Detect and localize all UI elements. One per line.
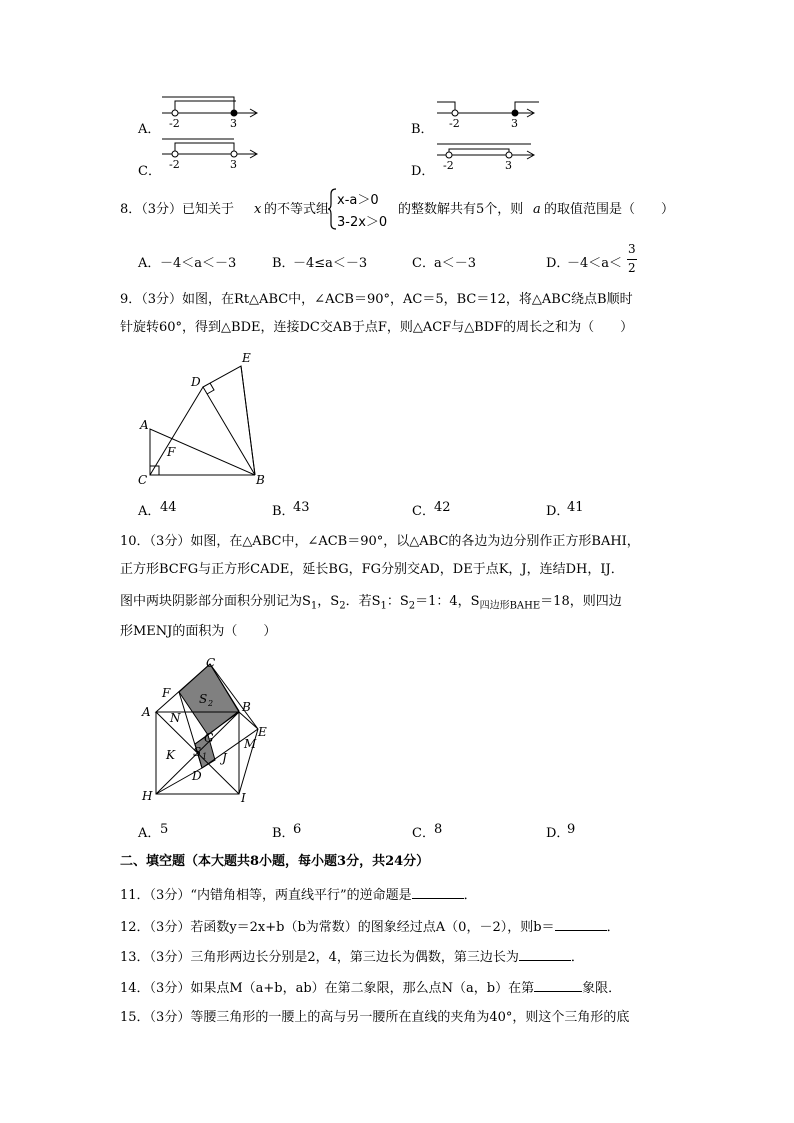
q10-label-s1-sub: 1 [202, 752, 208, 761]
q9-line-2: 针旋转60°，得到△BDE，连接DC交AB于点F，则△ACF与△BDF的周长之和为（ ） [120, 320, 634, 335]
q10-option-b-text: 6 [293, 822, 302, 837]
fill-question-12: 12．（3分）若函数y＝2x+b（b为常数）的图象经过点A（0，－2），则b＝ ． [120, 916, 620, 938]
q7-option-a-number-line [158, 95, 268, 131]
answer-blank-13[interactable] [519, 946, 571, 961]
q7-option-c-letter: C． [138, 164, 161, 179]
q10-label-i: I [241, 791, 246, 805]
q7-d-right-label: 3 [505, 159, 512, 172]
q8-frac-num: 3 [628, 242, 636, 256]
q10-label-a: A [142, 705, 151, 719]
answer-blank-11[interactable] [412, 884, 464, 899]
q8-option-d-text: －4＜a＜ [567, 256, 623, 271]
q10-label-s2-sub: 2 [208, 699, 214, 708]
q10-label-f: F [162, 686, 171, 700]
q8-mid: 的不等式组 [264, 202, 330, 217]
q9-option-b-letter: B． [272, 504, 295, 519]
q7-c-right-label: 3 [230, 158, 237, 171]
q7-c-left-label: -2 [169, 158, 180, 171]
q7-option-b-letter: B． [411, 122, 434, 137]
q10-label-s2: S [199, 692, 208, 706]
q8-option-b-letter: B． [272, 256, 295, 271]
answer-blank-14[interactable] [534, 977, 582, 992]
q10-line-2: 正方形BCFG与正方形CADE，延长BG，FG分别交AD，DE于点K，J，连结DH，IJ． [120, 562, 624, 577]
q10-label-e: E [258, 725, 267, 739]
q8-option-d-letter: D． [546, 256, 570, 271]
q9-label-a: A [140, 418, 149, 432]
q9-option-c-text: 42 [434, 500, 451, 515]
q7-d-left-label: -2 [443, 159, 454, 172]
q10-label-s1: S [193, 745, 202, 759]
answer-blank-12[interactable] [555, 916, 607, 931]
q8-ineq-1: x-a＞0 [337, 193, 379, 208]
q10-option-a-letter: A． [138, 826, 161, 841]
q9-label-b: B [256, 473, 265, 487]
fill-question-15: 15．（3分）等腰三角形的一腰上的高与另一腰所在直线的夹角为40°，则这个三角形的底 [120, 1010, 630, 1025]
section-2-title: 二、填空题（本大题共8小题，每小题3分，共24分） [120, 854, 430, 869]
q8-frac-den: 2 [628, 261, 636, 275]
q9-option-d-letter: D． [546, 504, 570, 519]
q10-option-c-text: 8 [434, 822, 443, 837]
q9-line-1: 9．（3分）如图，在Rt△ABC中，∠ACB＝90°，AC＝5，BC＝12，将△ABC绕点B顺时 [120, 292, 633, 307]
q8-frac-bar [627, 259, 637, 260]
q10-option-b-letter: B． [272, 826, 295, 841]
q10-label-h: H [142, 789, 153, 803]
q8-suffix-2: 的取值范围是（ ） [544, 202, 675, 217]
q9-option-c-letter: C． [412, 504, 435, 519]
q9-label-d: D [191, 375, 201, 389]
q9-label-f: F [167, 445, 176, 459]
q9-option-a-text: 44 [160, 500, 177, 515]
q7-option-d-letter: D． [411, 164, 435, 179]
fill-question-11: 11．（3分）“内错角相等，两直线平行”的逆命题是 ． [120, 884, 477, 906]
q10-option-a-text: 5 [160, 822, 169, 837]
q10-label-c: C [206, 656, 216, 670]
fill-question-13: 13．（3分）三角形两边长分别是2，4，第三边长为偶数，第三边长为 ． [120, 946, 584, 968]
fill-question-14: 14．（3分）如果点M（a+b，ab）在第二象限，那么点N（a，b）在第 象限． [120, 977, 621, 999]
q7-option-b-number-line [435, 97, 545, 133]
q8-var-x: x [254, 202, 262, 217]
q10-label-n: N [170, 711, 181, 725]
q8-option-c-letter: C． [412, 256, 435, 271]
q9-label-c: C [138, 473, 148, 487]
q10-label-b: B [242, 700, 251, 714]
q10-option-c-letter: C． [412, 826, 435, 841]
q10-label-m: M [244, 737, 257, 751]
q9-option-d-text: 41 [567, 500, 584, 515]
q10-label-j: J [222, 751, 227, 765]
q10-line-3: 图中两块阴影部分面积分别记为$S_1$，$S_2$．若$S_1$：$S_2=1$：4，$S_{四边形BAHE}=18$，则四边 [120, 594, 622, 612]
q7-a-right-label: 3 [230, 117, 237, 130]
q10-option-d-letter: D． [546, 826, 570, 841]
q10-line-4: 形MENJ的面积为（ ） [120, 624, 277, 639]
q8-prefix: 8．（3分）已知关于 [120, 202, 235, 217]
q9-label-e: E [242, 351, 251, 365]
q10-figure [140, 655, 290, 810]
q9-option-b-text: 43 [293, 500, 310, 515]
q8-var-a: a [533, 202, 541, 217]
q7-b-right-label: 3 [511, 117, 518, 130]
q7-option-a-letter: A． [138, 122, 161, 137]
q9-option-a-letter: A． [138, 504, 161, 519]
q9-figure [130, 345, 280, 495]
q8-ineq-2: 3-2x＞0 [337, 215, 388, 230]
q10-line-1: 10．（3分）如图，在△ABC中，∠ACB＝90°，以△ABC的各边为边分别作正方形BAHI， [120, 534, 640, 549]
q8-option-b-text: －4≤a＜－3 [293, 256, 368, 271]
q7-b-left-label: -2 [449, 117, 460, 130]
q8-suffix-1: 的整数解共有5个，则 [398, 202, 524, 217]
q7-option-c-number-line [158, 137, 268, 173]
q10-option-d-text: 9 [567, 822, 576, 837]
q8-option-a-letter: A． [138, 256, 161, 271]
q7-a-left-label: -2 [169, 117, 180, 130]
q8-option-a-text: －4＜a＜－3 [160, 256, 237, 271]
q7-option-d-number-line [435, 139, 545, 175]
q10-label-g: G [204, 731, 214, 745]
q8-option-c-text: a＜－3 [434, 256, 477, 271]
q10-label-d: D [192, 769, 202, 783]
q10-label-k: K [166, 748, 175, 762]
